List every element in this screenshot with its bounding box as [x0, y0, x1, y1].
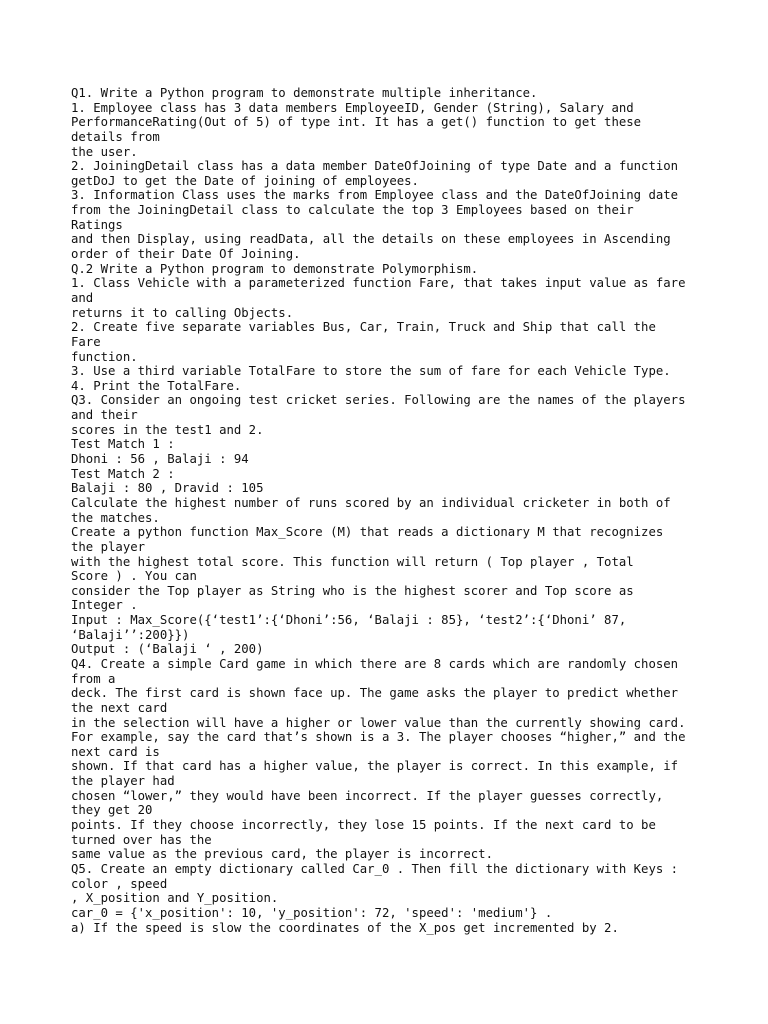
text-line: they get 20: [71, 803, 153, 818]
text-line: scores in the test1 and 2.: [71, 422, 264, 437]
text-line: from a: [71, 671, 116, 686]
text-line: For example, say the card that’s shown is a 3. The player chooses “higher,” and the: [71, 730, 686, 745]
text-line: order of their Date Of Joining.: [71, 247, 301, 262]
text-line: the player had: [71, 774, 175, 789]
text-line: 3. Information Class uses the marks from Employee class and the DateOfJoining date: [71, 188, 679, 203]
text-line: turned over has the: [71, 832, 212, 847]
text-line: and their: [71, 408, 138, 423]
text-line: Input : Max_Score({‘test1’:{‘Dhoni’:56, ‘Balaji : 85}, ‘test2’:{‘Dhoni’ 87,: [71, 613, 627, 628]
document-body: [71, 86, 711, 935]
text-line: 2. Create five separate variables Bus, Car, Train, Truck and Ship that call the: [71, 320, 656, 335]
text-line: Create a python function Max_Score (M) that reads a dictionary M that recognizes: [71, 525, 664, 540]
text-line: Dhoni : 56 , Balaji : 94: [71, 452, 249, 467]
text-line: and then Display, using readData, all the details on these employees in Ascending: [71, 232, 671, 247]
text-line: color , speed: [71, 876, 168, 891]
text-line: returns it to calling Objects.: [71, 305, 294, 320]
text-line: 4. Print the TotalFare.: [71, 378, 242, 393]
text-line: the next card: [71, 700, 168, 715]
text-line: ‘Balaji’’:200}}): [71, 627, 190, 642]
text-line: Integer .: [71, 598, 138, 613]
text-line: 1. Class Vehicle with a parameterized function Fare, that takes input value as fare: [71, 276, 686, 291]
text-line: consider the Top player as String who is the highest scorer and Top score as: [71, 583, 634, 598]
text-line: and: [71, 290, 94, 305]
text-line: function.: [71, 349, 138, 364]
text-line: Score ) . You can: [71, 569, 197, 584]
text-line: 1. Employee class has 3 data members EmployeeID, Gender (String), Salary and: [71, 100, 634, 115]
text-line: the user.: [71, 144, 138, 159]
text-line: details from: [71, 129, 160, 144]
text-line: same value as the previous card, the player is incorrect.: [71, 847, 493, 862]
text-line: shown. If that card has a higher value, the player is correct. In this example, if: [71, 759, 679, 774]
text-line: PerformanceRating(Out of 5) of type int. It has a get() function to get these: [71, 115, 642, 130]
text-line: next card is: [71, 744, 160, 759]
text-line: points. If they choose incorrectly, they lose 15 points. If the next card to be: [71, 818, 656, 833]
text-line: car_0 = {'x_position': 10, 'y_position': 72, 'speed': 'medium'} .: [71, 905, 553, 920]
text-line: Fare: [71, 334, 101, 349]
text-line: the matches.: [71, 510, 160, 525]
text-line: from the JoiningDetail class to calculate the top 3 Employees based on their: [71, 203, 634, 218]
text-line: Q3. Consider an ongoing test cricket series. Following are the names of the players: [71, 393, 686, 408]
text-line: 2. JoiningDetail class has a data member DateOfJoining of type Date and a function: [71, 159, 679, 174]
text-line: Test Match 2 :: [71, 466, 175, 481]
text-line: Q5. Create an empty dictionary called Car_0 . Then fill the dictionary with Keys :: [71, 861, 679, 876]
text-line: Q1. Write a Python program to demonstrate multiple inheritance.: [71, 86, 538, 100]
text-line: Test Match 1 :: [71, 437, 175, 452]
text-line: deck. The first card is shown face up. The game asks the player to predict whether: [71, 686, 679, 701]
text-line: the player: [71, 539, 146, 554]
text-line: Balaji : 80 , Dravid : 105: [71, 481, 264, 496]
text-line: , X_position and Y_position.: [71, 891, 279, 906]
text-line: with the highest total score. This function will return ( Top player , Total: [71, 554, 634, 569]
text-line: Q.2 Write a Python program to demonstrate Polymorphism.: [71, 261, 479, 276]
text-line: Calculate the highest number of runs scored by an individual cricketer in both of: [71, 495, 671, 510]
text-line: Q4. Create a simple Card game in which there are 8 cards which are randomly chosen: [71, 656, 679, 671]
text-line: a) If the speed is slow the coordinates of the X_pos get incremented by 2.: [71, 920, 619, 935]
text-line: 3. Use a third variable TotalFare to store the sum of fare for each Vehicle Type.: [71, 364, 671, 379]
text-line: in the selection will have a higher or lower value than the currently showing card.: [71, 715, 686, 730]
text-line: chosen “lower,” they would have been incorrect. If the player guesses correctly,: [71, 788, 664, 803]
text-line: Ratings: [71, 217, 123, 232]
text-line: Output : (‘Balaji ‘ , 200): [71, 642, 264, 657]
text-line: getDoJ to get the Date of joining of employees.: [71, 173, 419, 188]
